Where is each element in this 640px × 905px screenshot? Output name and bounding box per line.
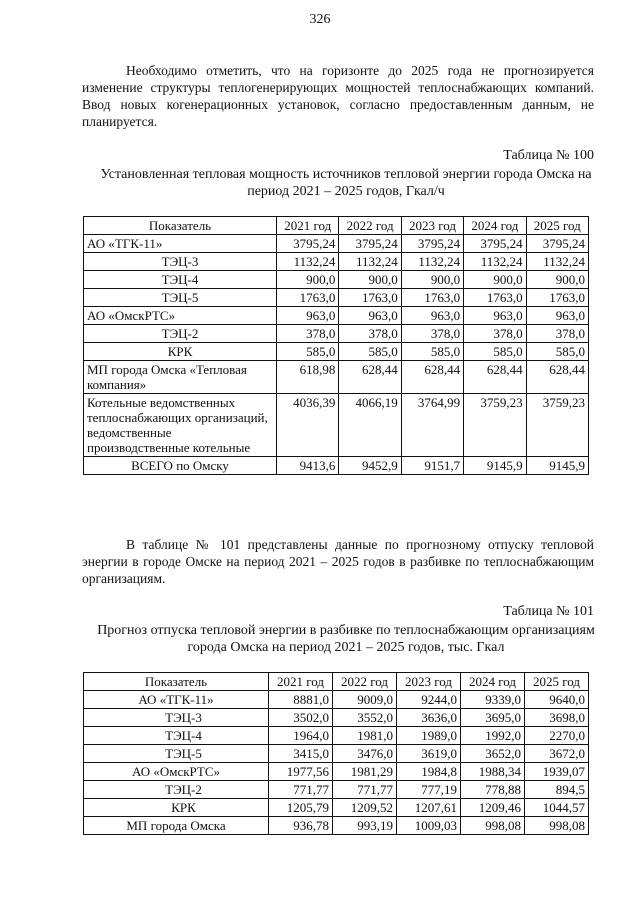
cell: 9640,0 bbox=[525, 691, 589, 709]
cell: 378,0 bbox=[464, 325, 526, 343]
cell: 1977,56 bbox=[269, 763, 333, 781]
cell: 1044,57 bbox=[525, 799, 589, 817]
cell: 3695,0 bbox=[461, 709, 525, 727]
table-row bbox=[84, 709, 589, 727]
cell: 9339,0 bbox=[461, 691, 525, 709]
cell: 628,44 bbox=[339, 361, 401, 394]
cell: 3759,23 bbox=[464, 394, 526, 457]
table-header-row bbox=[84, 673, 589, 691]
cell: 8881,0 bbox=[269, 691, 333, 709]
cell: 936,78 bbox=[269, 817, 333, 835]
cell: 3619,0 bbox=[397, 745, 461, 763]
table-row bbox=[84, 361, 589, 394]
row-name: Котельные ведомственных теплоснабжающих организаций, ведомственные производственные котельные bbox=[84, 394, 277, 457]
cell: 1132,24 bbox=[464, 253, 526, 271]
header-2024: 2024 год bbox=[461, 673, 525, 691]
cell: 1132,24 bbox=[339, 253, 401, 271]
cell: 9413,6 bbox=[277, 457, 339, 475]
cell: 585,0 bbox=[339, 343, 401, 361]
cell: 3795,24 bbox=[339, 235, 401, 253]
header-2023: 2023 год bbox=[401, 217, 463, 235]
table-100 bbox=[83, 216, 589, 475]
cell: 963,0 bbox=[277, 307, 339, 325]
cell: 3652,0 bbox=[461, 745, 525, 763]
cell: 1763,0 bbox=[464, 289, 526, 307]
row-name: ТЭЦ-5 bbox=[84, 745, 269, 763]
cell: 585,0 bbox=[277, 343, 339, 361]
row-name: ВСЕГО по Омску bbox=[84, 457, 277, 475]
cell: 1205,79 bbox=[269, 799, 333, 817]
row-name: АО «ТГК-11» bbox=[84, 235, 277, 253]
cell: 1207,61 bbox=[397, 799, 461, 817]
row-name: АО «ТГК-11» bbox=[84, 691, 269, 709]
table-row bbox=[84, 394, 589, 457]
cell: 1763,0 bbox=[339, 289, 401, 307]
table-header-row bbox=[84, 217, 589, 235]
table-101-intro-paragraph: В таблице № 101 представлены данные по прогнозному отпуску тепловой энергии в городе Омске на период 2021 – 2025 годов в разбивке по теплоснабжающим организациям. bbox=[82, 537, 594, 586]
cell: 3795,24 bbox=[277, 235, 339, 253]
cell: 9009,0 bbox=[333, 691, 397, 709]
row-name: АО «ОмскРТС» bbox=[84, 763, 269, 781]
cell: 4036,39 bbox=[277, 394, 339, 457]
cell: 1988,34 bbox=[461, 763, 525, 781]
row-name: КРК bbox=[84, 343, 277, 361]
row-name: ТЭЦ-2 bbox=[84, 781, 269, 799]
row-name: МП города Омска «Тепловая компания» bbox=[84, 361, 277, 394]
row-name: МП города Омска bbox=[84, 817, 269, 835]
row-name: ТЭЦ-2 bbox=[84, 325, 277, 343]
header-indicator: Показатель bbox=[84, 217, 277, 235]
header-2022: 2022 год bbox=[339, 217, 401, 235]
cell: 378,0 bbox=[401, 325, 463, 343]
cell: 378,0 bbox=[526, 325, 588, 343]
cell: 1763,0 bbox=[401, 289, 463, 307]
header-2021: 2021 год bbox=[277, 217, 339, 235]
cell: 771,77 bbox=[333, 781, 397, 799]
cell: 1939,07 bbox=[525, 763, 589, 781]
cell: 1132,24 bbox=[526, 253, 588, 271]
cell: 1132,24 bbox=[277, 253, 339, 271]
cell: 378,0 bbox=[277, 325, 339, 343]
table-row bbox=[84, 745, 589, 763]
cell: 1964,0 bbox=[269, 727, 333, 745]
table-row bbox=[84, 235, 589, 253]
cell: 1209,52 bbox=[333, 799, 397, 817]
table-row bbox=[84, 817, 589, 835]
cell: 1981,29 bbox=[333, 763, 397, 781]
cell: 900,0 bbox=[526, 271, 588, 289]
cell: 998,08 bbox=[461, 817, 525, 835]
cell: 900,0 bbox=[339, 271, 401, 289]
table-row bbox=[84, 343, 589, 361]
table-100-label: Таблица № 100 bbox=[503, 148, 594, 163]
header-2024: 2024 год bbox=[464, 217, 526, 235]
row-name: КРК bbox=[84, 799, 269, 817]
row-name: ТЭЦ-3 bbox=[84, 709, 269, 727]
cell: 9244,0 bbox=[397, 691, 461, 709]
cell: 1009,03 bbox=[397, 817, 461, 835]
table-row bbox=[84, 763, 589, 781]
table-row bbox=[84, 325, 589, 343]
cell: 1984,8 bbox=[397, 763, 461, 781]
cell: 3795,24 bbox=[464, 235, 526, 253]
header-2025: 2025 год bbox=[525, 673, 589, 691]
cell: 771,77 bbox=[269, 781, 333, 799]
table-row-total bbox=[84, 457, 589, 475]
row-name: ТЭЦ-3 bbox=[84, 253, 277, 271]
cell: 585,0 bbox=[464, 343, 526, 361]
cell: 628,44 bbox=[464, 361, 526, 394]
table-row bbox=[84, 307, 589, 325]
table-row bbox=[84, 799, 589, 817]
cell: 3415,0 bbox=[269, 745, 333, 763]
table-101-title: Прогноз отпуска тепловой энергии в разбивке по теплоснабжающим организациям города Омска на период 2021 – 2025 годов, тыс. Гкал bbox=[97, 623, 595, 655]
cell: 900,0 bbox=[277, 271, 339, 289]
cell: 3672,0 bbox=[525, 745, 589, 763]
header-indicator: Показатель bbox=[84, 673, 269, 691]
cell: 1989,0 bbox=[397, 727, 461, 745]
cell: 378,0 bbox=[339, 325, 401, 343]
header-2021: 2021 год bbox=[269, 673, 333, 691]
cell: 9145,9 bbox=[526, 457, 588, 475]
cell: 778,88 bbox=[461, 781, 525, 799]
cell: 1992,0 bbox=[461, 727, 525, 745]
table-100-title: Установленная тепловая мощность источников тепловой энергии города Омска на период 2021 – 2025 годов, Гкал/ч bbox=[100, 167, 592, 199]
table-101-label: Таблица № 101 bbox=[503, 604, 594, 619]
cell: 3502,0 bbox=[269, 709, 333, 727]
cell: 3476,0 bbox=[333, 745, 397, 763]
cell: 1981,0 bbox=[333, 727, 397, 745]
cell: 1763,0 bbox=[526, 289, 588, 307]
cell: 963,0 bbox=[339, 307, 401, 325]
cell: 3795,24 bbox=[526, 235, 588, 253]
cell: 618,98 bbox=[277, 361, 339, 394]
cell: 585,0 bbox=[526, 343, 588, 361]
cell: 963,0 bbox=[464, 307, 526, 325]
table-row bbox=[84, 691, 589, 709]
cell: 628,44 bbox=[526, 361, 588, 394]
cell: 998,08 bbox=[525, 817, 589, 835]
cell: 894,5 bbox=[525, 781, 589, 799]
cell: 777,19 bbox=[397, 781, 461, 799]
table-101 bbox=[83, 672, 589, 835]
header-2025: 2025 год bbox=[526, 217, 588, 235]
row-name: ТЭЦ-4 bbox=[84, 271, 277, 289]
page-number: 326 bbox=[309, 12, 331, 27]
cell: 9151,7 bbox=[401, 457, 463, 475]
table-row bbox=[84, 289, 589, 307]
cell: 3636,0 bbox=[397, 709, 461, 727]
row-name: ТЭЦ-5 bbox=[84, 289, 277, 307]
cell: 585,0 bbox=[401, 343, 463, 361]
cell: 963,0 bbox=[401, 307, 463, 325]
cell: 900,0 bbox=[464, 271, 526, 289]
cell: 963,0 bbox=[526, 307, 588, 325]
cell: 3795,24 bbox=[401, 235, 463, 253]
cell: 1763,0 bbox=[277, 289, 339, 307]
table-row bbox=[84, 727, 589, 745]
cell: 1209,46 bbox=[461, 799, 525, 817]
cell: 4066,19 bbox=[339, 394, 401, 457]
row-name: ТЭЦ-4 bbox=[84, 727, 269, 745]
cell: 3552,0 bbox=[333, 709, 397, 727]
cell: 1132,24 bbox=[401, 253, 463, 271]
table-row bbox=[84, 781, 589, 799]
header-2022: 2022 год bbox=[333, 673, 397, 691]
cell: 9452,9 bbox=[339, 457, 401, 475]
cell: 9145,9 bbox=[464, 457, 526, 475]
cell: 628,44 bbox=[401, 361, 463, 394]
cell: 3764,99 bbox=[401, 394, 463, 457]
cell: 3698,0 bbox=[525, 709, 589, 727]
cell: 993,19 bbox=[333, 817, 397, 835]
row-name: АО «ОмскРТС» bbox=[84, 307, 277, 325]
cell: 2270,0 bbox=[525, 727, 589, 745]
cell: 900,0 bbox=[401, 271, 463, 289]
header-2023: 2023 год bbox=[397, 673, 461, 691]
cell: 3759,23 bbox=[526, 394, 588, 457]
table-row bbox=[84, 253, 589, 271]
table-row bbox=[84, 271, 589, 289]
intro-paragraph: Необходимо отметить, что на горизонте до 2025 года не прогнозируется изменение структуры теплогенерирующих мощностей теплоснабжающих компаний. Ввод новых когенерационных установок, согласно предоставленным данным, не планируется. bbox=[82, 63, 594, 129]
